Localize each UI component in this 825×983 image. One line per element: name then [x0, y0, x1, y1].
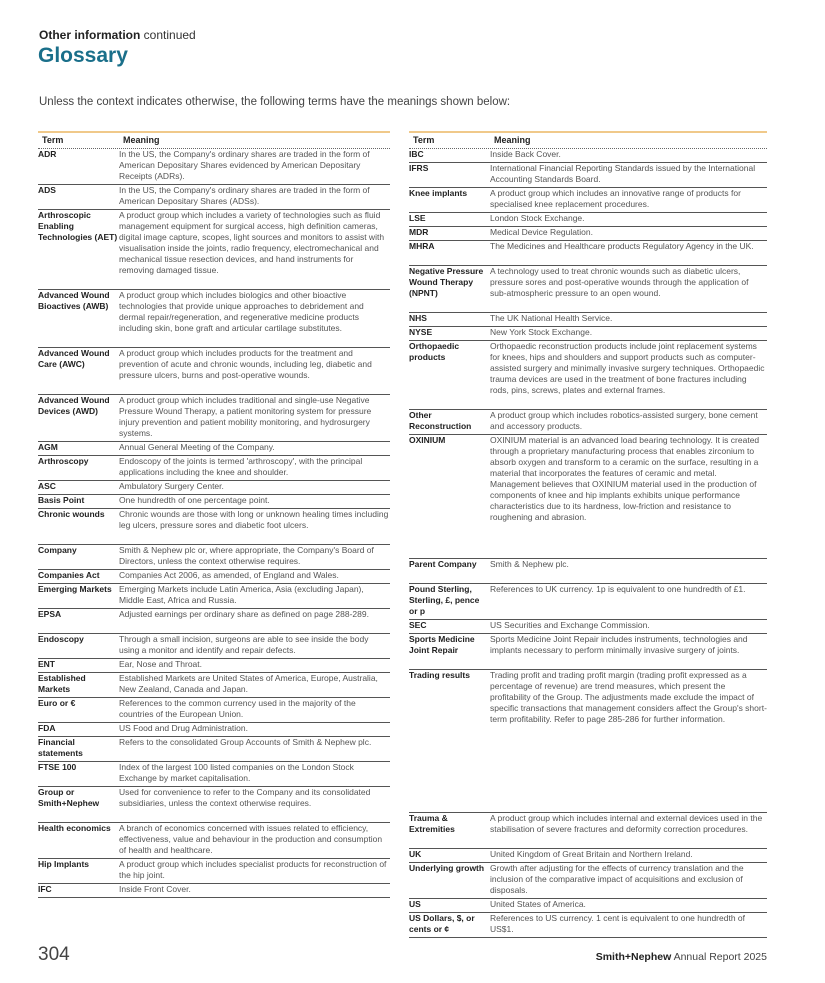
glossary-row [409, 188, 767, 213]
glossary-term: ADR [38, 149, 57, 159]
glossary-term: IFC [38, 884, 52, 894]
glossary-term: NHS [409, 313, 427, 323]
section-label-bold: Other information [39, 28, 141, 42]
glossary-meaning: Trading profit and trading profit margin (trading profit expressed as a percentage of revenue) are trend measures, which present the profitability of the Group. The adjustments made exclude the impact of specific transactions that management considers affect the Group's short-term profitability. Refer to page 285-286 for further information. [490, 670, 767, 724]
glossary-row [409, 559, 767, 584]
glossary-meaning: Used for convenience to refer to the Company and its consolidated subsidiaries, unless the context otherwise requires. [119, 787, 371, 808]
glossary-meaning: The UK National Health Service. [490, 313, 613, 323]
intro-text: Unless the context indicates otherwise, the following terms have the meanings shown below: [39, 96, 511, 108]
glossary-term: NYSE [409, 327, 433, 337]
glossary-row [38, 495, 390, 509]
glossary-term: Endoscopy [38, 634, 84, 644]
glossary-meaning: A product group which includes an innovative range of products for specialised knee replacement procedures. [490, 188, 741, 209]
glossary-row [38, 149, 390, 185]
glossary-meaning: OXINIUM material is an advanced load bearing technology. It is created through a proprietary manufacturing process that enables zirconium to absorb oxygen and transform to a ceramic on the surface, resulting in a material that incorporates the features of ceramic and metal. Management believes that OXINIUM material used in the production of components of knee and hip implants exhibits unique performance characteristics due to its hardness, low-friction and resistance to roughening and abrasion. [490, 435, 760, 522]
glossary-row [38, 609, 390, 634]
glossary-meaning: A product group which includes robotics-assisted surgery, bone cement and accessory products. [490, 410, 758, 431]
glossary-row [409, 670, 767, 813]
glossary-meaning: A product group which includes biologics and other bioactive technologies that provide unique approaches to debridement and dermal repair/regeneration, and regenerative medicine products including skin, bone graft and articular cartilage substitutes. [119, 290, 364, 333]
glossary-meaning: A technology used to treat chronic wounds such as diabetic ulcers, pressure sores and post-operative wounds through the application of sub-atmospheric pressure to an open wound. [490, 266, 749, 298]
glossary-meaning: Sports Medicine Joint Repair includes instruments, technologies and implants necessary to perform minimally invasive surgery of joints. [490, 634, 748, 655]
glossary-term: US [409, 899, 421, 909]
page-number: 304 [38, 944, 70, 965]
glossary-row [409, 584, 767, 620]
glossary-row [38, 509, 390, 545]
glossary-row [409, 327, 767, 341]
glossary-row [38, 185, 390, 210]
glossary-meaning: Inside Front Cover. [119, 884, 191, 894]
glossary-term: Sports Medicine Joint Repair [409, 634, 475, 655]
glossary-meaning: The Medicines and Healthcare products Regulatory Agency in the UK. [490, 241, 754, 251]
term-header: Term [42, 135, 64, 145]
glossary-row [409, 410, 767, 435]
glossary-term: ENT [38, 659, 55, 669]
glossary-row [409, 813, 767, 849]
glossary-meaning: Orthopaedic reconstruction products include joint replacement systems for knees, hips and shoulders and support products such as computer-assisted surgery and minimally invasive surgery techniques. Orthopaedic trauma devices are used in the treatment of bone fractures including rods, pins, screws, plates and external frames. [490, 341, 765, 395]
glossary-term: Knee implants [409, 188, 468, 198]
glossary-term: OXINIUM [409, 435, 446, 445]
glossary-row [38, 456, 390, 481]
glossary-row [38, 584, 390, 609]
glossary-term: MHRA [409, 241, 435, 251]
glossary-meaning: Established Markets are United States of America, Europe, Australia, New Zealand, Canada and Japan. [119, 673, 378, 694]
glossary-row [38, 659, 390, 673]
glossary-term: Arthroscopy [38, 456, 89, 466]
glossary-row [38, 884, 390, 898]
glossary-row [409, 634, 767, 670]
glossary-row [38, 570, 390, 584]
glossary-row [38, 859, 390, 884]
glossary-meaning: A branch of economics concerned with issues related to efficiency, effectiveness, value and behaviour in the production and consumption of health and healthcare. [119, 823, 383, 855]
glossary-term: Companies Act [38, 570, 100, 580]
glossary-meaning: Medical Device Regulation. [490, 227, 593, 237]
glossary-rows-right [409, 149, 767, 938]
glossary-row [38, 481, 390, 495]
glossary-term: Negative Pressure Wound Therapy (NPNT) [409, 266, 484, 298]
glossary-meaning: References to the common currency used in the majority of the countries of the European Union. [119, 698, 356, 719]
glossary-row [38, 737, 390, 762]
glossary-meaning: US Food and Drug Administration. [119, 723, 248, 733]
glossary-term: US Dollars, $, or cents or ¢ [409, 913, 475, 934]
glossary-term: EPSA [38, 609, 62, 619]
glossary-row [409, 620, 767, 634]
glossary-meaning: A product group which includes traditional and single-use Negative Pressure Wound Therapy, a patient monitoring system for pressure injury prevention and patient mobility monitoring, and hydrosurgery systems. [119, 395, 372, 438]
glossary-row [38, 723, 390, 737]
glossary-term: Advanced Wound Bioactives (AWB) [38, 290, 110, 311]
glossary-meaning: Annual General Meeting of the Company. [119, 442, 275, 452]
glossary-term: ADS [38, 185, 56, 195]
glossary-row [38, 787, 390, 823]
glossary-meaning: Smith & Nephew plc. [490, 559, 569, 569]
glossary-meaning: International Financial Reporting Standards issued by the International Accounting Standards Board. [490, 163, 756, 184]
meaning-header: Meaning [123, 135, 160, 145]
glossary-meaning: Index of the largest 100 listed companies on the London Stock Exchange by market capitalisation. [119, 762, 354, 783]
glossary-row [38, 210, 390, 290]
glossary-term: ASC [38, 481, 56, 491]
report-name: Annual Report 2025 [671, 951, 767, 963]
glossary-meaning: A product group which includes specialist products for reconstruction of the hip joint. [119, 859, 387, 880]
glossary-term: AGM [38, 442, 58, 452]
glossary-meaning: Adjusted earnings per ordinary share as defined on page 288-289. [119, 609, 369, 619]
glossary-term: IFRS [409, 163, 429, 173]
glossary-term: Group or Smith+Nephew [38, 787, 100, 808]
glossary-row [38, 673, 390, 698]
glossary-row [409, 163, 767, 188]
glossary-term: Company [38, 545, 77, 555]
glossary-term: Health economics [38, 823, 111, 833]
glossary-term: Arthroscopic Enabling Technologies (AET) [38, 210, 118, 242]
glossary-meaning: References to US currency. 1 cent is equivalent to one hundredth of US$1. [490, 913, 745, 934]
section-label-rest: continued [140, 28, 196, 42]
page-title: Glossary [38, 44, 128, 67]
glossary-row [409, 913, 767, 938]
glossary-row [38, 395, 390, 442]
glossary-row [38, 545, 390, 570]
brand-name: Smith+Nephew [595, 951, 672, 963]
glossary-row [38, 442, 390, 456]
glossary-row [409, 849, 767, 863]
glossary-row [409, 227, 767, 241]
glossary-term: Advanced Wound Devices (AWD) [38, 395, 110, 416]
glossary-term: Chronic wounds [38, 509, 105, 519]
glossary-column-left [38, 131, 390, 898]
footer-brand [596, 951, 767, 963]
column-header [38, 131, 390, 149]
glossary-term: Trauma & Extremities [409, 813, 455, 834]
glossary-row [409, 899, 767, 913]
glossary-term: IBC [409, 149, 424, 159]
glossary-meaning: United States of America. [490, 899, 586, 909]
column-header [409, 131, 767, 149]
glossary-row [409, 341, 767, 410]
glossary-meaning: Growth after adjusting for the effects of currency translation and the inclusion of the comparative impact of acquisitions and exclusion of disposals. [490, 863, 744, 895]
glossary-meaning: Emerging Markets include Latin America, Asia (excluding Japan), Middle East, Africa and Russia. [119, 584, 364, 605]
glossary-term: LSE [409, 213, 426, 223]
glossary-meaning: References to UK currency. 1p is equivalent to one hundredth of £1. [490, 584, 746, 594]
glossary-term: FDA [38, 723, 56, 733]
glossary-row [38, 823, 390, 859]
glossary-row [409, 863, 767, 899]
glossary-term: Basis Point [38, 495, 85, 505]
glossary-row [409, 435, 767, 559]
glossary-meaning: Endoscopy of the joints is termed 'arthroscopy', with the principal applications including the knee and shoulder. [119, 456, 363, 477]
glossary-meaning: United Kingdom of Great Britain and Northern Ireland. [490, 849, 693, 859]
glossary-term: UK [409, 849, 422, 859]
glossary-meaning: London Stock Exchange. [490, 213, 585, 223]
glossary-term: Advanced Wound Care (AWC) [38, 348, 110, 369]
glossary-term: SEC [409, 620, 427, 630]
glossary-row [409, 313, 767, 327]
glossary-meaning: In the US, the Company's ordinary shares are traded in the form of American Depositary Shares evidenced by American Depositary Receipts (ADRs). [119, 149, 370, 181]
glossary-term: Parent Company [409, 559, 477, 569]
glossary-meaning: One hundredth of one percentage point. [119, 495, 270, 505]
glossary-meaning: Refers to the consolidated Group Accounts of Smith & Nephew plc. [119, 737, 372, 747]
glossary-term: Established Markets [38, 673, 86, 694]
glossary-row [38, 634, 390, 659]
glossary-term: Financial statements [38, 737, 83, 758]
glossary-row [409, 241, 767, 266]
glossary-meaning: New York Stock Exchange. [490, 327, 593, 337]
glossary-meaning: Ear, Nose and Throat. [119, 659, 203, 669]
term-header: Term [413, 135, 435, 145]
glossary-row [38, 698, 390, 723]
glossary-row [409, 213, 767, 227]
meaning-header: Meaning [494, 135, 531, 145]
glossary-row [409, 149, 767, 163]
glossary-row [38, 348, 390, 395]
glossary-meaning: Chronic wounds are those with long or unknown healing times including leg ulcers, pressure sores and diabetic foot ulcers. [119, 509, 389, 530]
glossary-meaning: US Securities and Exchange Commission. [490, 620, 650, 630]
glossary-rows-left [38, 149, 390, 898]
glossary-meaning: Ambulatory Surgery Center. [119, 481, 224, 491]
glossary-term: Orthopaedic products [409, 341, 460, 362]
glossary-term: Trading results [409, 670, 470, 680]
glossary-term: Euro or € [38, 698, 76, 708]
glossary-row [38, 762, 390, 787]
glossary-meaning: Through a small incision, surgeons are able to see inside the body using a monitor and identify and repair defects. [119, 634, 369, 655]
glossary-meaning: A product group which includes products for the treatment and prevention of acute and chronic wounds, including leg, diabetic and pressure ulcers, burns and post-operative wounds. [119, 348, 372, 380]
glossary-term: Emerging Markets [38, 584, 112, 594]
glossary-row [38, 290, 390, 348]
glossary-meaning: Companies Act 2006, as amended, of England and Wales. [119, 570, 339, 580]
section-label [39, 28, 196, 42]
glossary-term: Pound Sterling, Sterling, £, pence or p [409, 584, 480, 616]
glossary-meaning: Smith & Nephew plc or, where appropriate, the Company's Board of Directors, unless the context otherwise requires. [119, 545, 374, 566]
glossary-term: FTSE 100 [38, 762, 77, 772]
glossary-meaning: In the US, the Company's ordinary shares are traded in the form of American Depositary Shares (ADSs). [119, 185, 370, 206]
glossary-meaning: Inside Back Cover. [490, 149, 561, 159]
glossary-column-right [409, 131, 767, 938]
glossary-term: Hip Implants [38, 859, 90, 869]
glossary-term: Underlying growth [409, 863, 485, 873]
glossary-term: Other Reconstruction [409, 410, 472, 431]
glossary-term: MDR [409, 227, 429, 237]
glossary-row [409, 266, 767, 313]
glossary-meaning: A product group which includes a variety of technologies such as fluid management equipment for surgical access, high definition cameras, digital image capture, scopes, light sources and monitors to assist with visualisation inside the joints, radio frequency, electromechanical and mechanical tissue resection devices, and hand instruments for removing damaged tissue. [119, 210, 385, 275]
glossary-meaning: A product group which includes internal and external devices used in the stabilisation of severe fractures and deformity correction procedures. [490, 813, 763, 834]
